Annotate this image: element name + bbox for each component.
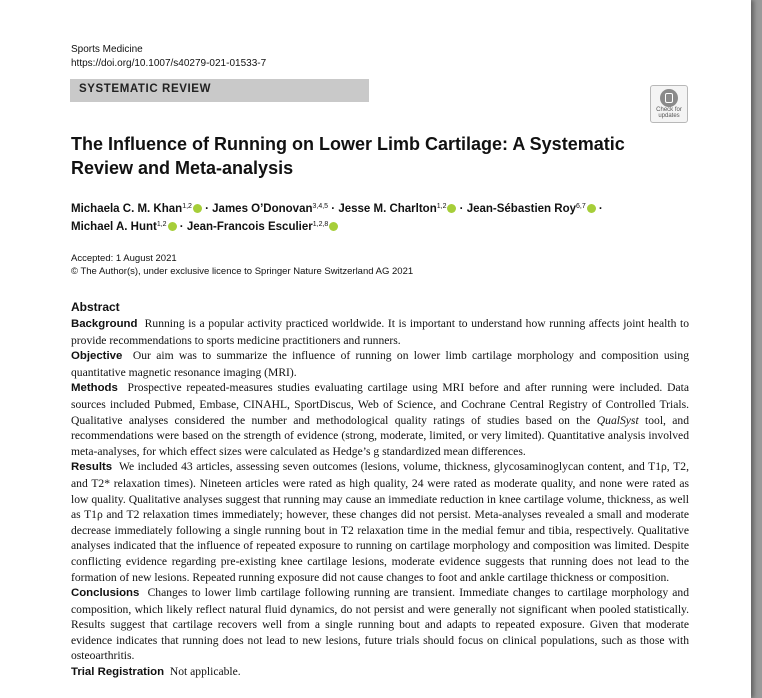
journal-name: Sports Medicine (71, 44, 143, 55)
abstract-conclusions: Conclusions Changes to lower limb cartilage following running are transient. Immediate changes to cartilage morphology and composition, which likely reflect natural fluid dynamics, do not persist and were generally not significant when pooled statistically. Results suggest that cartilage recovers well from a single running bout and adapts to repeated exposure. Given that moderate evidence indicates that running does not lead to new lesions, future trials should focus on clinical populations, such as those with osteoarthritis. (71, 586, 689, 663)
bookmark-icon (660, 89, 678, 107)
doi-link[interactable]: https://doi.org/10.1007/s40279-021-01533-7 (71, 58, 267, 69)
author-3: Jean-Sébastien Roy$^{6,7}$ (467, 203, 596, 215)
article-type-label: SYSTEMATIC REVIEW (79, 83, 212, 95)
orcid-icon[interactable] (168, 222, 177, 231)
copyright-line: © The Author(s), under exclusive licence to Springer Nature Switzerland AG 2021 (71, 266, 414, 277)
orcid-icon[interactable] (587, 204, 596, 213)
abstract-results: Results We included 43 articles, assessing seven outcomes (lesions, volume, thickness, glycosaminoglycan content, and T1ρ, T2, and T2* relaxation times). Nineteen articles were rated as high quality, 24 were rated as moderate quality, and none were rated as low quality. Qualitative analyses suggest that running may cause an immediate reduction in knee cartilage volume, thickness, as well as T1ρ and T2 relaxation times immediately; however, these changes did not persist. Meta-analyses revealed a small and moderate decrease immediately following a single running bout in T2 relaxation time in the medial femur and tibia, respectively. Qualitative analyses indicated that the influence of repeated exposure to running on cartilage morphology and composition was limited. Despite conflicting evidence regarding pre-existing knee cartilage lesions, moderate evidence suggests that running does not lead to the formation of new lesions. Repeated running exposure did not cause changes to foot and ankle cartilage thickness or composition. (71, 460, 689, 584)
check-for-updates-badge[interactable] (650, 85, 688, 123)
orcid-icon[interactable] (329, 222, 338, 231)
abstract-objective: Objective Our aim was to summarize the influence of running on lower limb cartilage morphology and composition using quantitative magnetic resonance imaging (MRI). (71, 349, 689, 379)
orcid-icon[interactable] (447, 204, 456, 213)
badge-line1: Check for (656, 107, 682, 113)
paper-title: The Influence of Running on Lower Limb Cartilage: A Systematic Review and Meta-analysis (71, 134, 625, 178)
orcid-icon[interactable] (193, 204, 202, 213)
author-list: Michaela C. M. Khan$^{1,2}$ · James O’Donovan$^{3,4,5}$ · Jesse M. Charlton$^{1,2}$ · Jean-Sébastien Roy$^{6,7}$ · Michael A. Hunt$^{1,2}$ · Jean-Francois Esculier$^{1,2,8}$ (71, 203, 603, 233)
abstract-trial-registration: Trial Registration Not applicable. (71, 665, 241, 679)
article-type-band (70, 79, 369, 102)
author-5: Jean-Francois Esculier$^{1,2,8}$ (187, 221, 339, 233)
author-0: Michaela C. M. Khan$^{1,2}$ (71, 203, 202, 215)
badge-line2: updates (658, 113, 680, 119)
abstract-heading: Abstract (71, 300, 120, 314)
author-1: James O’Donovan$^{3,4,5}$ (212, 203, 329, 215)
author-2: Jesse M. Charlton$^{1,2}$ (338, 203, 456, 215)
author-4: Michael A. Hunt$^{1,2}$ (71, 221, 177, 233)
abstract-methods: Methods Prospective repeated-measures studies evaluating cartilage using MRI before and after running were included. Data sources included Pubmed, Embase, CINAHL, SportDiscus, Web of Science, and Cochrane Central Registry of Controlled Trials. Qualitative analyses considered the number and methodological quality ratings of studies based on the QualSyst tool, and recommendations were based on the strength of evidence (strong, moderate, limited, or very limited). Quantitative analysis involved meta-analyses, for which effect sizes were calculated as Hedge’s g standardized mean differences. (71, 381, 689, 458)
accepted-date: Accepted: 1 August 2021 (71, 253, 177, 264)
abstract-background: Background Running is a popular activity practiced worldwide. It is important to understand how running affects joint health to provide recommendations to sports medicine practitioners and runners. (71, 317, 690, 347)
abstract-body (71, 316, 689, 681)
